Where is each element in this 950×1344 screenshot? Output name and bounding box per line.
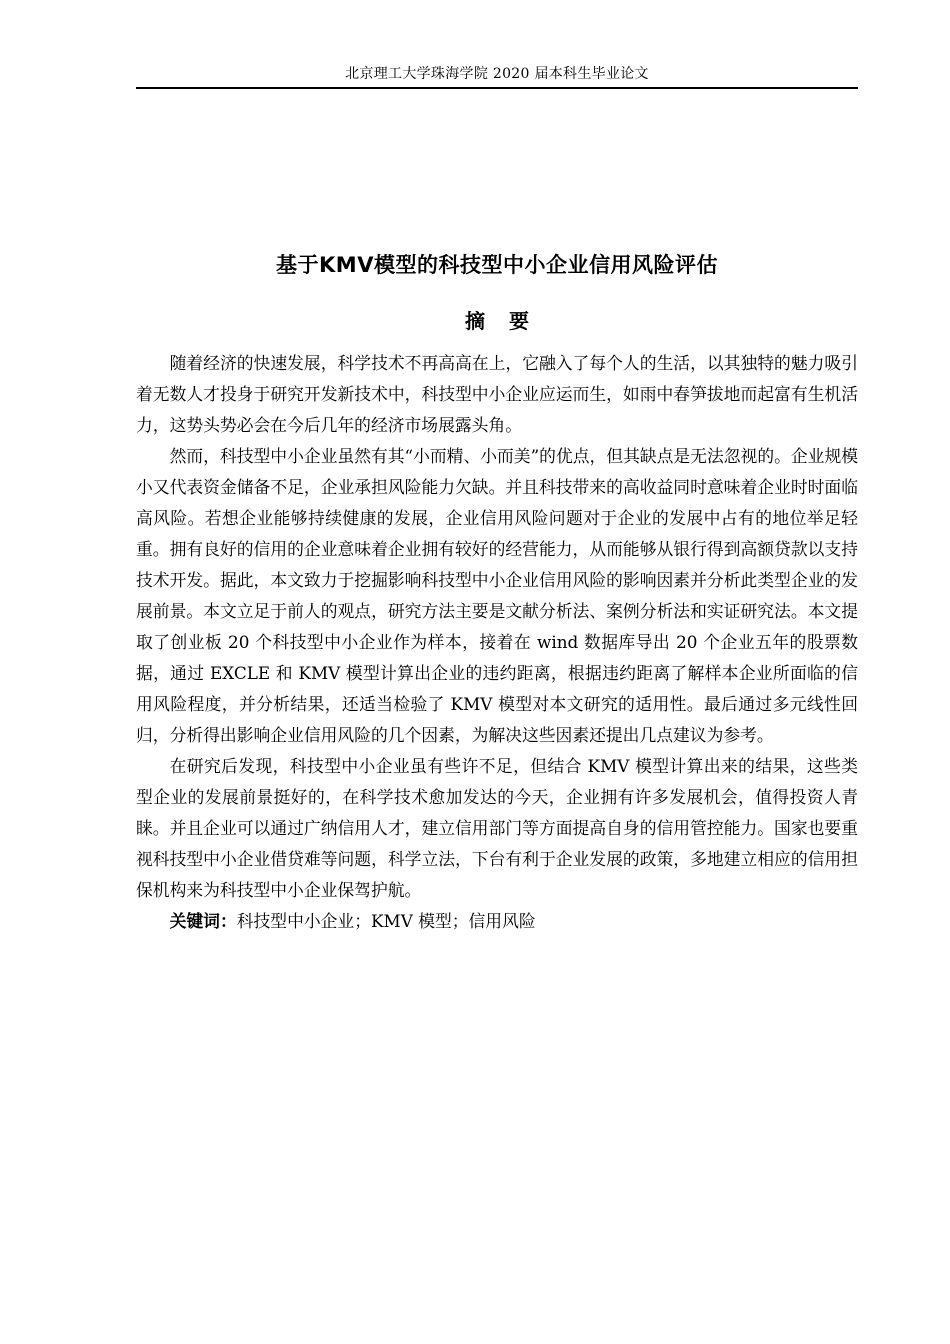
abstract-paragraph-1: 随着经济的快速发展，科学技术不再高高在上，它融入了每个人的生活，以其独特的魅力吸引着无数人才投身于研究开发新技术中，科技型中小企业应运而生，如雨中春笋拔地而起富有生机活力，这势头势必会在今后几年的经济市场展露头角。 <box>136 353 858 435</box>
abstract-paragraph-2: 然而，科技型中小企业虽然有其“小而精、小而美”的优点，但其缺点是无法忽视的。企业规模小又代表资金储备不足，企业承担风险能力欠缺。并且科技带来的高收益同时意味着企业时时面临高风险。若想企业能够持续健康的发展，企业信用风险问题对于企业的发展中占有的地位举足轻重。拥有良好的信用的企业意味着企业拥有较好的经营能力，从而能够从银行得到高额贷款以支持技术开发。据此，本文致力于挖掘影响科技型中小企业信用风险的影响因素并分析此类型企业的发展前景。本文立足于前人的观点，研究方法主要是文献分析法、案例分析法和实证研究法。本文提取了创业板 20 个科技型中小企业作为样本，接着在 wind 数据库导出 20 个企业五年的股票数据，通过 EXCLE 和 KMV 模型计算出企业的违约距离，根据违约距离了解样本企业所面临的信用风险程度，并分析结果，还适当检验了 KMV 模型对本文研究的适用性。最后通过多元线性回归，分析得出影响企业信用风险的几个因素，为解决这些因素还提出几点建议为参考。 <box>136 446 859 745</box>
abstract-paragraph-3: 在研究后发现，科技型中小企业虽有些许不足，但结合 KMV 模型计算出来的结果，这些类型企业的发展前景挺好的，在科学技术愈加发达的今天，企业拥有许多发展机会，值得投资人青睐。并且企业可以通过广纳信用人才，建立信用部门等方面提高自身的信用管控能力。国家也要重视科技型中小企业借贷难等问题，科学立法，下台有利于企业发展的政策，多地建立相应的信用担保机构来为科技型中小企业保驾护航。 <box>136 756 858 900</box>
abstract-heading: 摘要 <box>465 309 553 333</box>
keywords-label: 关键词： <box>169 911 237 931</box>
abstract-body <box>136 348 858 937</box>
header-rule <box>136 87 858 89</box>
thesis-title: 基于KMV模型的科技型中小企业信用风险评估 <box>276 253 718 277</box>
page-header: 北京理工大学珠海学院 2020 届本科生毕业论文 <box>345 66 649 82</box>
keywords-line <box>136 906 858 937</box>
keywords-text: 科技型中小企业；KMV 模型；信用风险 <box>236 911 536 931</box>
